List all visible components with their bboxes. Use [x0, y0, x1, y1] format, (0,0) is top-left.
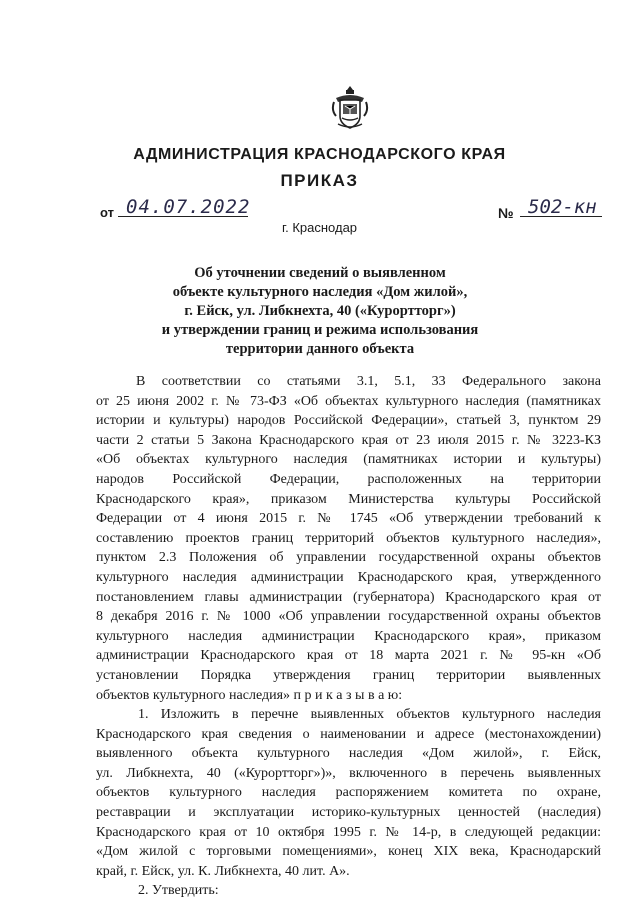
coat-of-arms-icon [330, 84, 370, 130]
title-line: Об уточнении сведений о выявленном [194, 265, 446, 281]
number-value: 502-кн [528, 196, 597, 218]
clause-1-line: реставрации и эксплуатации историко-культурных ценностей (наследия) [96, 805, 601, 821]
body-line: Федерации от 4 июня 2015 г. № 1745 «Об утверждении требований к [96, 511, 601, 527]
body-line: «Об объектах культурного наследия (памятниках истории и культуры) [96, 452, 601, 468]
date-label: от [100, 205, 114, 220]
body-line: пунктом 2.3 Положения об управлении государственной охраны объектов [96, 550, 601, 566]
body-line: от 25 июня 2002 г. № 73-ФЗ «Об объектах культурного наследия (памятниках [96, 393, 601, 409]
body-line: установлении Порядка утверждения границ территории выявленных [96, 667, 601, 683]
body-line: культурного наследия администрации Краснодарского края, утвержденного [96, 569, 601, 585]
city: г. Краснодар [281, 220, 358, 235]
body-line: составлению проектов границ территорий объектов культурного наследия», [96, 530, 601, 546]
body-line: объектов культурного наследия» п р и к а з ы в а ю: [96, 687, 403, 703]
body-line: Краснодарского края», приказом Министерства культуры Российской [96, 491, 601, 507]
title-line: и утверждении границ и режима использования [161, 322, 479, 338]
order-body [96, 372, 601, 901]
body-line: культурного наследия администрации Краснодарского края», приказом [96, 628, 601, 644]
order-title [150, 264, 490, 359]
title-line: объекте культурного наследия «Дом жилой», [172, 284, 468, 300]
body-line: администрации Краснодарского края от 18 марта 2021 г. № 95-кн «Об [96, 648, 601, 664]
clause-1-line: Краснодарского края от 10 октября 1995 г. № 14-р, в следующей редакции: [96, 824, 601, 840]
clause-1-line: ул. Либкнехта, 40 («Курортторг»)», включенного в перечень выявленных [96, 765, 601, 781]
body-line: 8 декабря 2016 г. № 1000 «Об управлении государственной охраны объектов [96, 609, 601, 625]
title-line: г. Ейск, ул. Либкнехта, 40 («Курортторг») [184, 303, 456, 319]
clause-1-line: 1. Изложить в перечне выявленных объектов культурного наследия [138, 707, 601, 723]
organization-name: АДМИНИСТРАЦИЯ КРАСНОДАРСКОГО КРАЯ [133, 146, 506, 163]
clause-2-line: 2. Утвердить: [138, 883, 219, 899]
body-line: В соответствии со статьями 3.1, 5.1, 33 Федерального закона [136, 374, 601, 389]
document-type: ПРИКАЗ [280, 171, 359, 190]
body-line: народов Российской Федерации, расположенных на территории [96, 471, 601, 487]
clause-1-line: край, г. Ейск, ул. К. Либкнехта, 40 лит. А». [96, 863, 350, 879]
body-line: части 2 статьи 5 Закона Краснодарского края от 23 июля 2015 г. № 3223-КЗ [96, 432, 601, 448]
body-line: истории и культуры) народов Российской Федерации», статьей 3, пунктом 29 [96, 413, 601, 429]
clause-1-line: Краснодарского края сведения о наименовании и адресе (местонахождении) [96, 726, 601, 742]
body-line: постановлением главы администрации (губернатора) Краснодарского края от [96, 589, 601, 605]
clause-1-line: выявленного объекта культурного наследия «Дом жилой», г. Ейск, [96, 746, 601, 762]
date-value: 04.07.2022 [126, 196, 251, 218]
clause-1-line: объектов культурного наследия распоряжением комитета по охране, [96, 785, 601, 801]
title-line: территории данного объекта [225, 341, 415, 357]
clause-1-line: «Дом жилой с торговыми помещениями», конец XIX века, Краснодарский [96, 844, 601, 860]
number-label: № [498, 205, 514, 221]
